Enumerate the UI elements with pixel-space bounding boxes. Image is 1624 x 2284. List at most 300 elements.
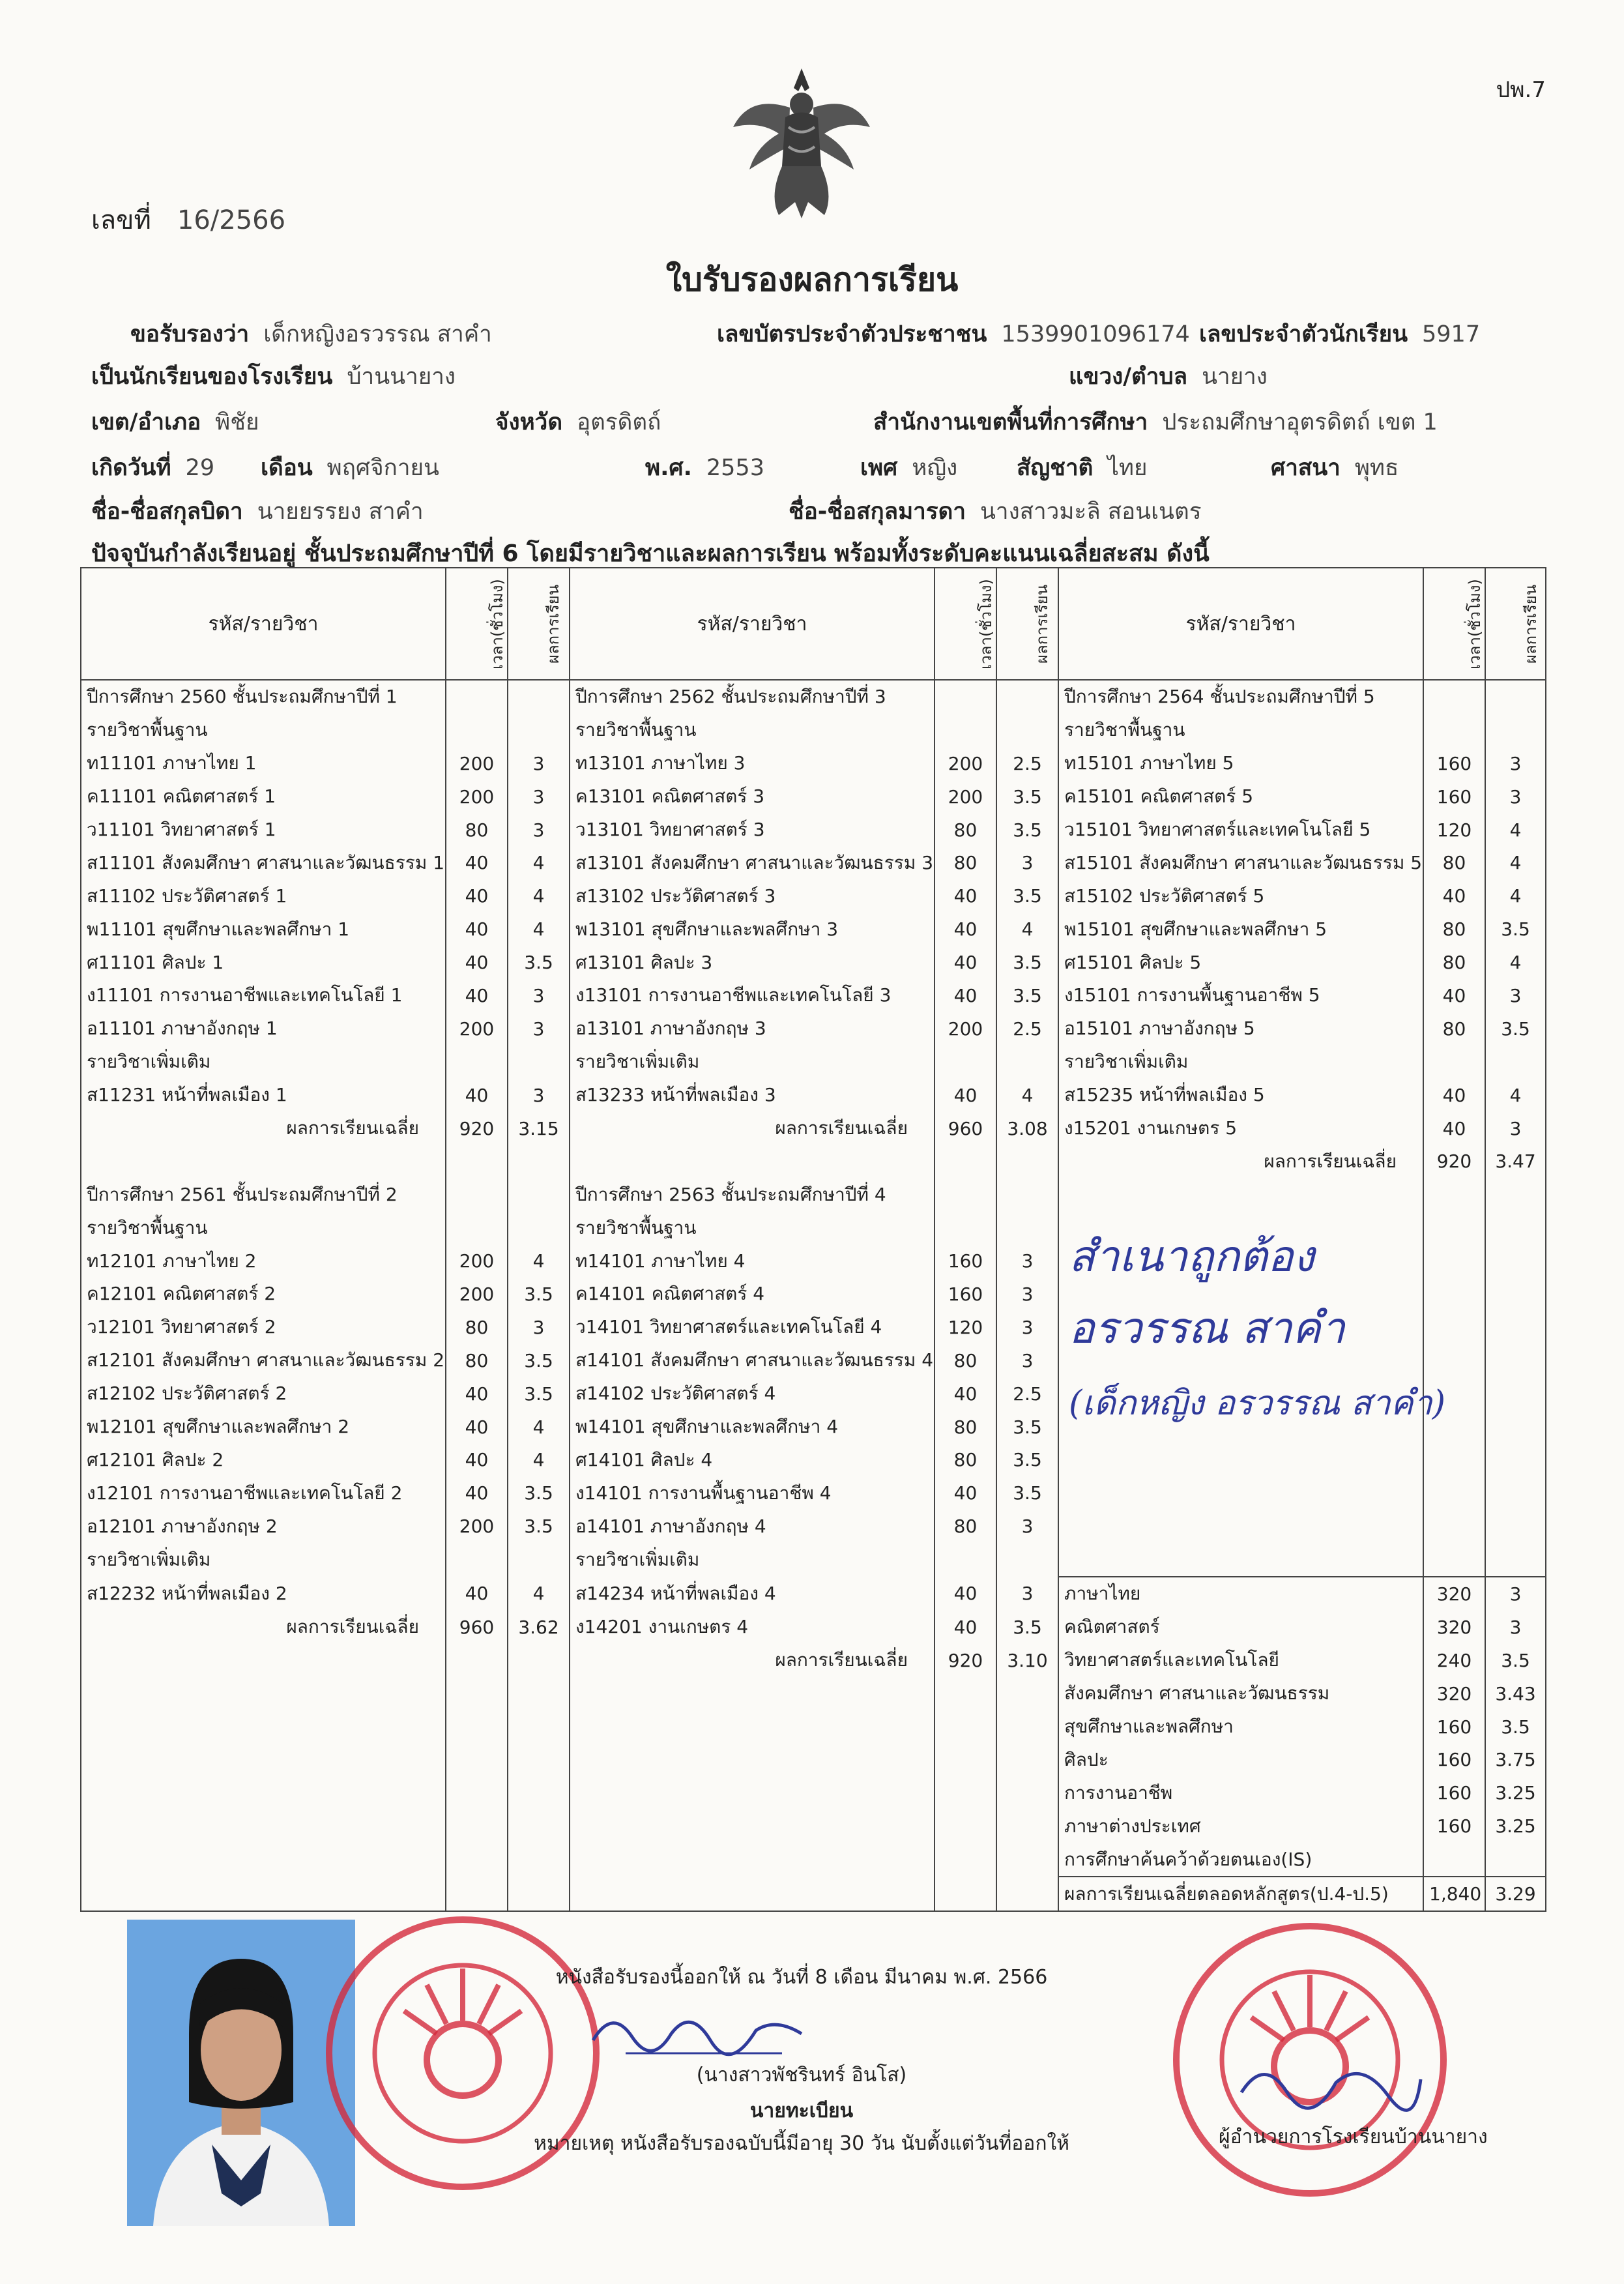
cell-subject: ง11101 การงานอาชีพและเทคโนโลยี 1 — [81, 979, 446, 1012]
cell-hours: 80 — [1423, 946, 1485, 979]
cell-hours — [446, 1744, 508, 1777]
cell-subject: ผลการเรียนเฉลี่ย — [81, 1611, 446, 1644]
cell-hours — [1423, 1443, 1485, 1476]
cell-grade — [508, 1744, 570, 1777]
cell-subject: พ15101 สุขศึกษาและพลศึกษา 5 — [1058, 913, 1423, 946]
table-row — [81, 1710, 1546, 1744]
nationality-line — [1017, 450, 1148, 486]
cell-grade: 3.5 — [996, 813, 1058, 847]
cell-grade: 3.5 — [996, 879, 1058, 913]
student-name: เด็กหญิงอรวรรณ สาคำ — [263, 321, 492, 347]
cell-hours — [935, 1843, 996, 1877]
cell-grade — [1485, 1843, 1546, 1877]
cell-grade: 4 — [1485, 1079, 1546, 1112]
cell-subject: สังคมศึกษา ศาสนาและวัฒนธรรม — [1058, 1677, 1423, 1710]
cell-grade: 3.5 — [508, 1510, 570, 1543]
cell-hours: 960 — [446, 1611, 508, 1644]
cell-subject: ศ14101 ศิลปะ 4 — [570, 1443, 935, 1476]
cell-subject — [81, 1677, 446, 1710]
religion: พุทธ — [1354, 455, 1399, 481]
student-no: 5917 — [1422, 321, 1481, 347]
cell-hours: 40 — [935, 979, 996, 1012]
cell-grade: 3.5 — [996, 979, 1058, 1012]
cell-subject: ส12102 ประวัติศาสตร์ 2 — [81, 1377, 446, 1411]
col-hours-label: เวลา(ชั่วโมง) — [1465, 578, 1484, 669]
sex: หญิง — [912, 455, 958, 481]
cell-subject — [1058, 1178, 1423, 1211]
cell-hours — [446, 1809, 508, 1843]
col-hours-label: เวลา(ชั่วโมง) — [976, 578, 995, 669]
cell-hours — [935, 1211, 996, 1244]
district: พิชัย — [215, 409, 259, 435]
cell-grade — [508, 1843, 570, 1877]
cell-hours: 200 — [446, 1244, 508, 1278]
cell-grade — [1485, 680, 1546, 714]
subdistrict: นายาง — [1202, 364, 1268, 390]
birth-year: 2553 — [706, 455, 764, 481]
cell-grade: 3.5 — [996, 780, 1058, 813]
cell-grade — [1485, 1344, 1546, 1377]
table-row — [81, 1744, 1546, 1777]
cell-subject: ศิลปะ — [1058, 1744, 1423, 1777]
cell-hours: 120 — [935, 1311, 996, 1344]
cell-hours: 200 — [446, 780, 508, 813]
cell-grade: 3 — [1485, 979, 1546, 1012]
cell-hours — [935, 1145, 996, 1178]
cell-grade: 3.5 — [996, 1443, 1058, 1476]
cell-subject: ศ15101 ศิลปะ 5 — [1058, 946, 1423, 979]
cell-hours — [1423, 1843, 1485, 1877]
cell-subject — [81, 1710, 446, 1744]
cell-grade — [1485, 1278, 1546, 1311]
cell-hours — [446, 1710, 508, 1744]
cell-subject: ปีการศึกษา 2564 ชั้นประถมศึกษาปีที่ 5 — [1058, 680, 1423, 714]
cell-hours: 200 — [446, 1012, 508, 1046]
cell-hours: 200 — [446, 747, 508, 780]
table-row — [81, 1543, 1546, 1577]
cell-grade — [996, 1710, 1058, 1744]
school-line — [91, 359, 456, 394]
cell-hours: 40 — [446, 1377, 508, 1411]
cell-subject: ง13101 การงานอาชีพและเทคโนโลยี 3 — [570, 979, 935, 1012]
cell-hours: 40 — [935, 1611, 996, 1644]
cell-subject: ศ12101 ศิลปะ 2 — [81, 1443, 446, 1476]
doc-number-value: 16/2566 — [177, 205, 286, 235]
table-row — [81, 1677, 1546, 1710]
father-line — [91, 493, 424, 529]
col-grade-label: ผลการเรียน — [1033, 584, 1052, 664]
cell-grade: 4 — [508, 1577, 570, 1611]
cell-hours: 320 — [1423, 1611, 1485, 1644]
statement: ปัจจุบันกำลังเรียนอยู่ ชั้นประถมศึกษาปีที่ 6 โดยมีรายวิชาและผลการเรียน พร้อมทั้งระดับคะแนนเฉลี่ยสะสม ดังนี้ — [91, 540, 1210, 567]
cell-grade: 3.08 — [996, 1112, 1058, 1145]
birth-year-label: พ.ศ. — [645, 455, 692, 481]
cell-hours: 1,840 — [1423, 1877, 1485, 1911]
cell-hours — [1423, 1510, 1485, 1543]
table-row — [81, 680, 1546, 714]
cell-grade: 3.5 — [996, 1476, 1058, 1510]
table-row — [81, 1577, 1546, 1611]
cell-grade: 3 — [996, 1510, 1058, 1543]
cell-subject: ผลการเรียนเฉลี่ย — [1058, 1145, 1423, 1178]
cell-grade: 3.10 — [996, 1644, 1058, 1677]
cell-hours: 80 — [446, 813, 508, 847]
validity-note: หมายเหตุ หนังสือรับรองฉบับนี้มีอายุ 30 วัน นับตั้งแต่วันที่ออกให้ — [534, 2132, 1069, 2155]
table-row — [81, 913, 1546, 946]
cell-grade — [508, 1145, 570, 1178]
cell-grade — [996, 680, 1058, 714]
id-line — [717, 316, 1190, 352]
cell-hours: 40 — [935, 946, 996, 979]
cell-grade: 3 — [508, 1311, 570, 1344]
cell-grade — [1485, 1443, 1546, 1476]
cell-hours: 40 — [935, 879, 996, 913]
cell-hours — [935, 1744, 996, 1777]
cell-subject: อ14101 ภาษาอังกฤษ 4 — [570, 1510, 935, 1543]
mother-label: ชื่อ-ชื่อสกุลมารดา — [789, 499, 966, 525]
cell-subject: ท11101 ภาษาไทย 1 — [81, 747, 446, 780]
cell-hours: 40 — [446, 879, 508, 913]
cell-grade — [508, 1776, 570, 1809]
table-header-row — [81, 568, 1546, 680]
cell-grade — [1485, 1311, 1546, 1344]
cell-grade: 3 — [996, 1577, 1058, 1611]
table-row — [81, 813, 1546, 847]
cell-hours: 80 — [1423, 1012, 1485, 1046]
cell-hours: 80 — [1423, 913, 1485, 946]
cell-hours — [935, 1543, 996, 1577]
sex-label: เพศ — [860, 455, 898, 481]
cell-subject: ท12101 ภาษาไทย 2 — [81, 1244, 446, 1278]
table-row — [81, 879, 1546, 913]
religion-line — [1271, 450, 1399, 486]
father-label: ชื่อ-ชื่อสกุลบิดา — [91, 499, 243, 525]
cell-grade — [996, 1677, 1058, 1710]
birth-month-line — [261, 450, 439, 486]
cell-subject: ส11231 หน้าที่พลเมือง 1 — [81, 1079, 446, 1112]
cell-hours: 240 — [1423, 1644, 1485, 1677]
table-row — [81, 1843, 1546, 1877]
cell-hours: 160 — [935, 1278, 996, 1311]
cell-subject: ว14101 วิทยาศาสตร์และเทคโนโลยี 4 — [570, 1311, 935, 1344]
cell-hours: 40 — [446, 1079, 508, 1112]
cell-subject — [1058, 1543, 1423, 1577]
cell-hours — [935, 714, 996, 747]
cell-subject: ว12101 วิทยาศาสตร์ 2 — [81, 1311, 446, 1344]
table-row — [81, 1877, 1546, 1911]
cell-subject — [570, 1776, 935, 1809]
cell-subject: ปีการศึกษา 2561 ชั้นประถมศึกษาปีที่ 2 — [81, 1178, 446, 1211]
cell-subject: ท14101 ภาษาไทย 4 — [570, 1244, 935, 1278]
cell-hours: 80 — [1423, 846, 1485, 879]
cell-hours — [1423, 1543, 1485, 1577]
cell-grade: 3.5 — [508, 1344, 570, 1377]
cell-subject: อ12101 ภาษาอังกฤษ 2 — [81, 1510, 446, 1543]
cell-hours — [1423, 1311, 1485, 1344]
cell-hours — [935, 1809, 996, 1843]
cell-subject: ค13101 คณิตศาสตร์ 3 — [570, 780, 935, 813]
cell-hours: 40 — [446, 979, 508, 1012]
cell-subject: รายวิชาเพิ่มเติม — [1058, 1046, 1423, 1079]
cell-grade — [996, 1046, 1058, 1079]
table-row — [81, 1079, 1546, 1112]
cell-grade: 4 — [508, 879, 570, 913]
cell-hours: 40 — [446, 1443, 508, 1476]
mother-name: นางสาวมะลิ สอนเนตร — [980, 499, 1202, 525]
cell-hours: 80 — [935, 813, 996, 847]
cell-grade — [508, 1046, 570, 1079]
cell-grade: 3 — [1485, 780, 1546, 813]
cell-grade — [996, 1744, 1058, 1777]
cell-grade: 4 — [508, 1244, 570, 1278]
cell-grade: 3.43 — [1485, 1677, 1546, 1710]
cell-grade — [996, 1843, 1058, 1877]
cell-subject: ผลการเรียนเฉลี่ย — [570, 1644, 935, 1677]
col-grade-header — [508, 568, 570, 680]
cell-grade: 3 — [508, 747, 570, 780]
col-hours-header — [446, 568, 508, 680]
nationality: ไทย — [1107, 455, 1148, 481]
cell-grade: 3.5 — [508, 1377, 570, 1411]
cell-grade: 3.15 — [508, 1112, 570, 1145]
cell-grade: 3.5 — [508, 1476, 570, 1510]
table-row — [81, 1046, 1546, 1079]
cell-hours: 920 — [935, 1644, 996, 1677]
cell-hours: 200 — [446, 1278, 508, 1311]
cell-hours: 960 — [935, 1112, 996, 1145]
cell-subject — [570, 1710, 935, 1744]
cell-subject — [81, 1809, 446, 1843]
table-row — [81, 979, 1546, 1012]
table-row — [81, 846, 1546, 879]
cell-grade: 3.5 — [996, 1611, 1058, 1644]
cell-subject: ส15235 หน้าที่พลเมือง 5 — [1058, 1079, 1423, 1112]
cell-subject: ส12232 หน้าที่พลเมือง 2 — [81, 1577, 446, 1611]
col-grade-label: ผลการเรียน — [1522, 584, 1541, 664]
cell-hours — [446, 1843, 508, 1877]
cell-grade: 3.29 — [1485, 1877, 1546, 1911]
cell-subject: ส11101 สังคมศึกษา ศาสนาและวัฒนธรรม 1 — [81, 846, 446, 879]
cell-subject: ง14201 งานเกษตร 4 — [570, 1611, 935, 1644]
cell-subject: ผลการเรียนเฉลี่ย — [570, 1112, 935, 1145]
cell-hours — [935, 1178, 996, 1211]
cell-hours — [1423, 1211, 1485, 1244]
cell-grade — [508, 680, 570, 714]
grades-table — [80, 567, 1546, 1912]
registrar-title: นายทะเบียน — [749, 2100, 854, 2122]
cell-hours: 40 — [446, 1411, 508, 1444]
cell-hours: 160 — [1423, 1744, 1485, 1777]
registrar-signature — [587, 1995, 808, 2066]
cell-subject: ว15101 วิทยาศาสตร์และเทคโนโลยี 5 — [1058, 813, 1423, 847]
cell-subject — [570, 1877, 935, 1911]
document-title: ใบรับรองผลการเรียน — [665, 261, 959, 299]
col-subject-header: รหัส/รายวิชา — [81, 568, 446, 680]
cell-subject: อ11101 ภาษาอังกฤษ 1 — [81, 1012, 446, 1046]
cell-hours — [935, 1710, 996, 1744]
cell-hours: 160 — [1423, 1776, 1485, 1809]
cell-hours: 40 — [935, 1377, 996, 1411]
cell-grade: 3.25 — [1485, 1776, 1546, 1809]
cell-grade: 4 — [1485, 879, 1546, 913]
cell-subject: ส15101 สังคมศึกษา ศาสนาและวัฒนธรรม 5 — [1058, 846, 1423, 879]
cell-hours: 80 — [935, 1443, 996, 1476]
cell-subject — [81, 1644, 446, 1677]
id-number: 1539901096174 — [1001, 321, 1190, 347]
handwritten-certified: สำเนาถูกต้อง — [1069, 1231, 1314, 1281]
cell-hours — [446, 680, 508, 714]
cell-subject: ปีการศึกษา 2560 ชั้นประถมศึกษาปีที่ 1 — [81, 680, 446, 714]
cell-hours: 40 — [446, 846, 508, 879]
cell-grade: 4 — [1485, 846, 1546, 879]
cell-subject — [570, 1145, 935, 1178]
cell-grade — [996, 1211, 1058, 1244]
cell-grade: 4 — [996, 913, 1058, 946]
cell-hours: 80 — [935, 1344, 996, 1377]
cell-subject: ค12101 คณิตศาสตร์ 2 — [81, 1278, 446, 1311]
province-label: จังหวัด — [495, 409, 563, 435]
cell-subject: ส14234 หน้าที่พลเมือง 4 — [570, 1577, 935, 1611]
subdistrict-label: แขวง/ตำบล — [1069, 364, 1188, 390]
cell-hours: 160 — [1423, 747, 1485, 780]
cell-grade — [996, 714, 1058, 747]
cell-subject: ค11101 คณิตศาสตร์ 1 — [81, 780, 446, 813]
cell-subject: ค15101 คณิตศาสตร์ 5 — [1058, 780, 1423, 813]
handwritten-full-name: (เด็กหญิง อรวรรณ สาคำ) — [1069, 1384, 1446, 1423]
cell-grade — [996, 1543, 1058, 1577]
cell-grade — [1485, 1377, 1546, 1411]
cell-hours — [1423, 1046, 1485, 1079]
col-subject-header: รหัส/รายวิชา — [570, 568, 935, 680]
col-hours-header — [1423, 568, 1485, 680]
cell-subject: คณิตศาสตร์ — [1058, 1611, 1423, 1644]
cell-subject: รายวิชาเพิ่มเติม — [81, 1046, 446, 1079]
cell-subject: ศ11101 ศิลปะ 1 — [81, 946, 446, 979]
cell-hours: 40 — [1423, 979, 1485, 1012]
cell-subject: รายวิชาพื้นฐาน — [1058, 714, 1423, 747]
director-title: ผู้อำนวยการโรงเรียนบ้านนายาง — [1219, 2126, 1488, 2148]
cell-subject: ส11102 ประวัติศาสตร์ 1 — [81, 879, 446, 913]
cell-subject: ภาษาไทย — [1058, 1577, 1423, 1611]
cell-grade — [996, 1877, 1058, 1911]
cell-hours — [446, 1644, 508, 1677]
cell-grade — [996, 1178, 1058, 1211]
table-row — [81, 780, 1546, 813]
doc-number-label: เลขที่ — [91, 205, 151, 235]
cell-grade: 3 — [508, 1012, 570, 1046]
mother-line — [789, 493, 1202, 529]
cell-hours — [935, 1677, 996, 1710]
issued-date: หนังสือรับรองนี้ออกให้ ณ วันที่ 8 เดือน มีนาคม พ.ศ. 2566 — [555, 1966, 1048, 1989]
garuda-emblem — [723, 55, 880, 225]
district-label: เขต/อำเภอ — [91, 409, 201, 435]
cell-grade — [1485, 1211, 1546, 1244]
cell-grade: 3 — [508, 1079, 570, 1112]
col-hours-header — [935, 568, 996, 680]
cell-subject: พ13101 สุขศึกษาและพลศึกษา 3 — [570, 913, 935, 946]
cell-subject: พ12101 สุขศึกษาและพลศึกษา 2 — [81, 1411, 446, 1444]
school-label: เป็นนักเรียนของโรงเรียน — [91, 364, 333, 390]
col-grade-header — [1485, 568, 1546, 680]
student-no-line — [1199, 316, 1480, 352]
cell-grade: 4 — [508, 1411, 570, 1444]
cell-grade: 4 — [508, 1443, 570, 1476]
cell-hours: 120 — [1423, 813, 1485, 847]
cell-grade — [508, 1644, 570, 1677]
cell-grade — [1485, 1178, 1546, 1211]
subdistrict-line — [1069, 359, 1268, 394]
cell-grade — [508, 1809, 570, 1843]
school-name: บ้านนายาง — [347, 364, 456, 390]
table-row — [81, 1443, 1546, 1476]
cell-hours: 160 — [935, 1244, 996, 1278]
student-no-label: เลขประจำตัวนักเรียน — [1199, 321, 1408, 347]
document-number — [91, 199, 285, 241]
area-office-label: สำนักงานเขตพื้นที่การศึกษา — [873, 409, 1148, 435]
cell-grade: 3.5 — [996, 946, 1058, 979]
nationality-label: สัญชาติ — [1017, 455, 1094, 481]
cell-subject — [81, 1776, 446, 1809]
cell-grade: 3 — [996, 1344, 1058, 1377]
cell-grade: 3.47 — [1485, 1145, 1546, 1178]
table-row — [81, 1211, 1546, 1244]
cell-subject: รายวิชาเพิ่มเติม — [570, 1543, 935, 1577]
cell-grade: 3.62 — [508, 1611, 570, 1644]
birth-day-line — [91, 450, 214, 486]
cell-subject: ส14101 สังคมศึกษา ศาสนาและวัฒนธรรม 4 — [570, 1344, 935, 1377]
cell-grade: 3 — [1485, 1112, 1546, 1145]
cell-subject: การศึกษาค้นคว้าด้วยตนเอง(IS) — [1058, 1843, 1423, 1877]
cell-subject: ง14101 การงานพื้นฐานอาชีพ 4 — [570, 1476, 935, 1510]
cell-hours: 80 — [446, 1311, 508, 1344]
id-label: เลขบัตรประจำตัวประชาชน — [717, 321, 987, 347]
cell-hours — [446, 1677, 508, 1710]
cell-hours: 200 — [935, 747, 996, 780]
certify-line — [130, 316, 492, 352]
cell-subject — [1058, 1476, 1423, 1510]
province: อุตรดิตถ์ — [577, 409, 661, 435]
table-row — [81, 1476, 1546, 1510]
certify-label: ขอรับรองว่า — [130, 321, 250, 347]
cell-grade: 4 — [996, 1079, 1058, 1112]
cell-grade — [508, 1543, 570, 1577]
col-grade-label: ผลการเรียน — [544, 584, 563, 664]
cell-hours: 160 — [1423, 1710, 1485, 1744]
registrar-name: (นางสาวพัชรินทร์ อินโส) — [696, 2064, 907, 2086]
cell-subject: ส13101 สังคมศึกษา ศาสนาและวัฒนธรรม 3 — [570, 846, 935, 879]
cell-grade: 3 — [508, 979, 570, 1012]
district-line — [91, 404, 259, 440]
cell-subject: ผลการเรียนเฉลี่ยตลอดหลักสูตร(ป.4-ป.5) — [1058, 1877, 1423, 1911]
cell-grade: 3.5 — [1485, 1644, 1546, 1677]
cell-subject — [81, 1744, 446, 1777]
cell-hours: 920 — [1423, 1145, 1485, 1178]
table-row — [81, 1776, 1546, 1809]
cell-hours — [935, 1877, 996, 1911]
cell-grade — [996, 1809, 1058, 1843]
cell-grade: 3.25 — [1485, 1809, 1546, 1843]
cell-grade — [508, 1178, 570, 1211]
cell-grade: 3.5 — [508, 946, 570, 979]
cell-grade: 3.5 — [1485, 1710, 1546, 1744]
cell-subject: ง12101 การงานอาชีพและเทคโนโลยี 2 — [81, 1476, 446, 1510]
cell-hours: 40 — [935, 913, 996, 946]
cell-subject: ท15101 ภาษาไทย 5 — [1058, 747, 1423, 780]
cell-subject: ปีการศึกษา 2563 ชั้นประถมศึกษาปีที่ 4 — [570, 1178, 935, 1211]
cell-hours — [446, 1211, 508, 1244]
cell-grade: 4 — [508, 846, 570, 879]
cell-hours: 40 — [1423, 879, 1485, 913]
